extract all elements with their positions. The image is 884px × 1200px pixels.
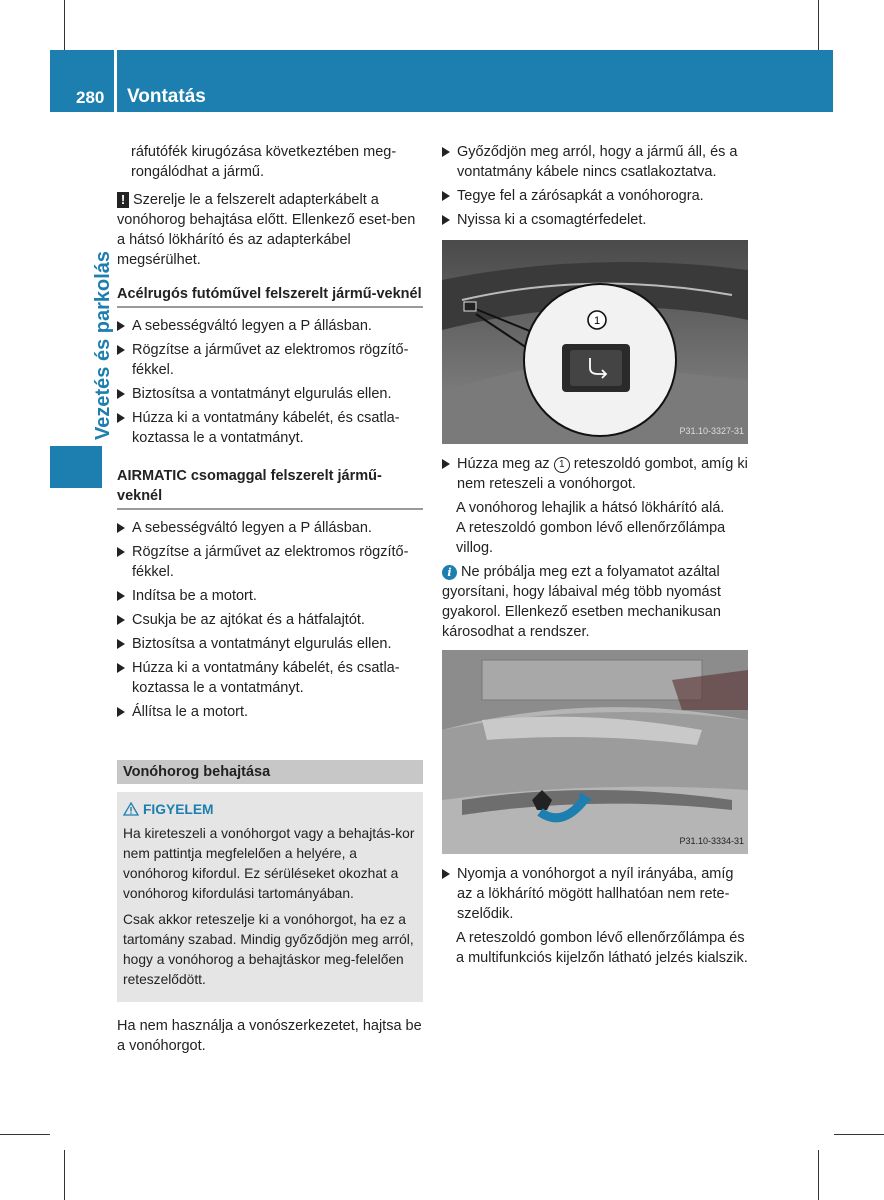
warning-paragraph: Csak akkor reteszelje ki a vonóhorgot, ha ez a tartomány szabad. Mindig győződjön meg arról, hogy a vonóhorog a behajtáskor meg-felelően reteszelődött. (123, 912, 414, 987)
step: Nyissa ki a csomagtérfedelet. (442, 210, 748, 230)
arrow-icon (442, 215, 450, 225)
step: Húzza ki a vontatmány kábelét, és csatla-koztassa le a vontatmányt. (117, 658, 423, 698)
step: Tegye fel a zárósapkát a vonóhorogra. (442, 186, 748, 206)
step: Biztosítsa a vontatmányt elgurulás ellen. (117, 384, 423, 404)
crop-mark (0, 1134, 50, 1135)
result-text: A reteszoldó gombon lévő ellenőrzőlámpa és a multifunkciós kijelzőn látható jelzés kialszik. (456, 930, 748, 966)
step: Húzza ki a vontatmány kábelét, és csatla-koztassa le a vontatmányt. (117, 408, 423, 448)
section-heading: AIRMATIC csomaggal felszerelt jármű-veknél (117, 466, 423, 510)
step: Rögzítse a járművet az elektromos rögzítő-fékkel. (117, 542, 423, 582)
arrow-icon (117, 321, 125, 331)
info-icon: i (442, 565, 457, 580)
step: Indítsa be a motort. (117, 586, 423, 606)
section-heading: Acélrugós futóművel felszerelt jármű-veknél (117, 284, 423, 308)
step: A sebességváltó legyen a P állásban. (117, 316, 423, 336)
step: Nyomja a vonóhorgot a nyíl irányába, amíg az a lökhárító mögött hallhatóan nem rete-szelődik. (442, 864, 748, 924)
side-tab-block (50, 446, 102, 488)
arrow-icon (117, 639, 125, 649)
page-title: Vontatás (127, 86, 206, 107)
crop-mark (64, 0, 65, 50)
crop-mark (818, 0, 819, 50)
warning-note: ! Szerelje le a felszerelt adapterkábelt a vonóhorog behajtása előtt. Ellenkező eset-ben a hátsó lökhárító és az adapterkábel megsérülhet. (117, 192, 416, 268)
arrow-icon (117, 547, 125, 557)
result-text: A reteszoldó gombon lévő ellenőrzőlámpa villog. (456, 520, 726, 556)
warning-triangle-icon (123, 802, 139, 816)
warning-title: FIGYELEM (123, 800, 417, 820)
right-column (442, 142, 748, 976)
section-bar: Vonóhorog behajtása (117, 760, 423, 784)
crop-mark (818, 1150, 819, 1200)
callout-reference: 1 (554, 457, 570, 473)
header-bar (117, 50, 833, 112)
step: Húzza meg az 1 reteszoldó gombot, amíg ki nem reteszeli a vonóhorgot. (442, 454, 748, 494)
exclamation-icon: ! (117, 192, 129, 208)
crop-mark (64, 1150, 65, 1200)
warning-box (117, 792, 423, 1002)
arrow-icon (117, 615, 125, 625)
warning-paragraph: Ha kireteszeli a vonóhorgot vagy a behajtás-kor nem pattintja megfelelően a helyére, a vonóhorog kifordul. Ez sérüléseket okozhat a vonóhorog kifordulási tartományában. (123, 826, 415, 901)
left-column (117, 142, 423, 1064)
step: A sebességváltó legyen a P állásban. (117, 518, 423, 538)
page-number-box (50, 50, 114, 112)
figure-tailgate-button (442, 240, 748, 444)
arrow-icon (442, 459, 450, 469)
arrow-icon (442, 869, 450, 879)
outro-text: Ha nem használja a vonószerkezetet, hajtsa be a vonóhorgot. (117, 1018, 422, 1054)
towbar-illustration (442, 650, 748, 854)
arrow-icon (117, 591, 125, 601)
arrow-icon (117, 345, 125, 355)
side-tab-label: Vezetés és parkolás (92, 250, 114, 440)
figure-towbar (442, 650, 748, 854)
step: Csukja be az ajtókat és a hátfalajtót. (117, 610, 423, 630)
step: Rögzítse a járművet az elektromos rögzítő-fékkel. (117, 340, 423, 380)
tailgate-illustration (442, 240, 748, 444)
figure-label: P31.10-3327-31 (679, 426, 744, 436)
step: Győződjön meg arról, hogy a jármű áll, és a vontatmány kábele nincs csatlakoztatva. (442, 142, 748, 182)
page-number: 280 (76, 88, 105, 107)
arrow-icon (117, 663, 125, 673)
arrow-icon (117, 413, 125, 423)
info-note: i Ne próbálja meg ezt a folyamatot azáltal gyorsítani, hogy lábaival még több nyomást gyakorol. Ellenkező esetben mechanikusan károsodhat a rendszer. (442, 564, 721, 640)
crop-mark (834, 1134, 884, 1135)
intro-text: ráfutófék kirugózása következtében meg-rongálódhat a jármű. (131, 144, 397, 180)
result-text: A vonóhorog lehajlik a hátsó lökhárító alá. (456, 500, 725, 516)
arrow-icon (117, 523, 125, 533)
figure-label: P31.10-3334-31 (679, 836, 744, 846)
arrow-icon (442, 191, 450, 201)
step: Állítsa le a motort. (117, 702, 423, 722)
arrow-icon (117, 389, 125, 399)
step: Biztosítsa a vontatmányt elgurulás ellen. (117, 634, 423, 654)
arrow-icon (117, 707, 125, 717)
arrow-icon (442, 147, 450, 157)
callout-number: 1 (593, 315, 601, 327)
